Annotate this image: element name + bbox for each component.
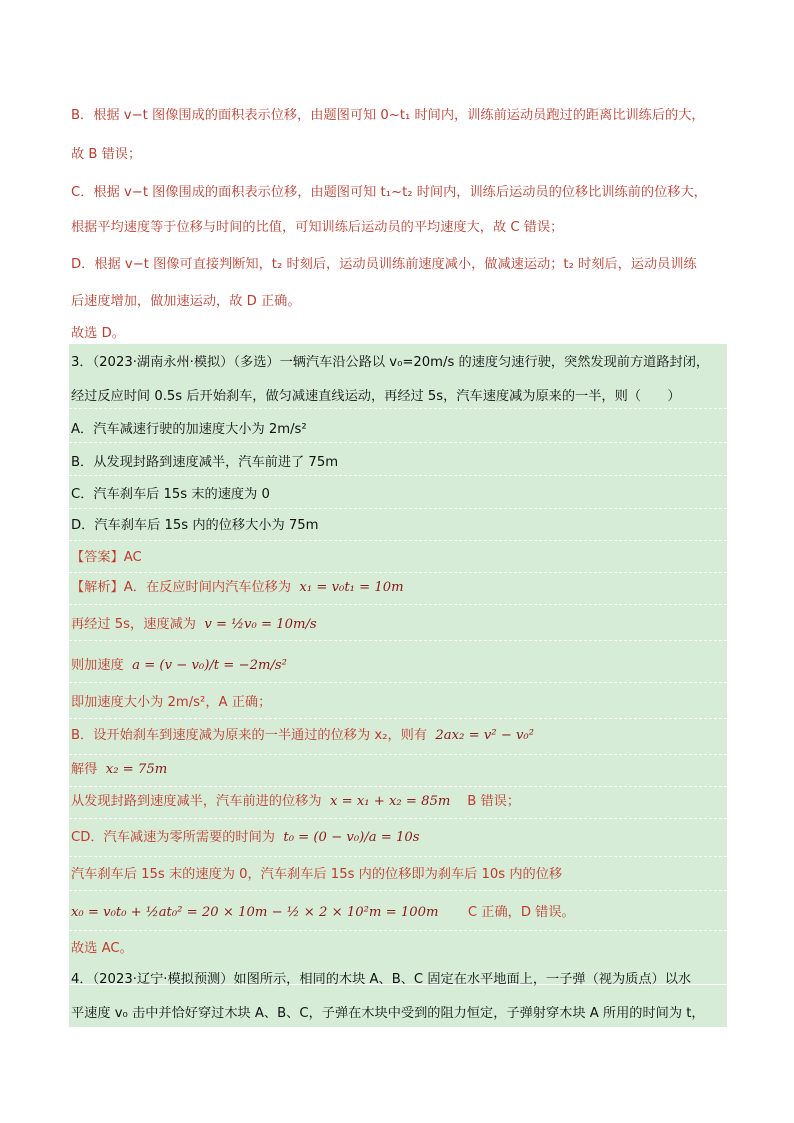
analysis-tail: C 正确，D 错误。 [467, 905, 575, 920]
analysis-text: 汽车刹车后 15s 末的速度为 0，汽车刹车后 15s 内的位移即为刹车后 10s 内的位移 [71, 867, 563, 882]
divider [69, 718, 727, 719]
analysis-equation: x₁ = v₀t₁ = 10m [299, 580, 404, 595]
question-3-stem-line-1: 3．（2023·湖南永州·模拟）（多选）一辆汽车沿公路以 v₀=20m/s 的速度匀速行驶，突然发现前方道路封闭， [71, 355, 710, 370]
divider [69, 682, 727, 683]
question-3-option-d: D．汽车刹车后 15s 内的位移大小为 75m [71, 518, 319, 533]
analysis-line [71, 762, 726, 778]
question-4-stem-line-1: 4．（2023·辽宁·模拟预测）如图所示，相同的木块 A、B、C 固定在水平地面上，一子弹（视为质点）以水 [71, 972, 692, 987]
option-b-explanation-line-1: B．根据 v−t 图像围成的面积表示位移，由题图可知 0~t₁ 时间内，训练前运动员跑过的距离比训练后的大， [71, 108, 705, 123]
analysis-text: 则加速度 [71, 658, 124, 673]
option-d-explanation-line-1: D．根据 v−t 图像可直接判断知，t₂ 时刻后，运动员训练前速度减小，做减速运动；t₂ 时刻后，运动员训练 [71, 257, 697, 272]
analysis-line [71, 695, 726, 711]
analysis-text: 即加速度大小为 2m/s²，A 正确； [71, 695, 272, 710]
analysis-equation: x = x₁ + x₂ = 85m [329, 794, 451, 809]
analysis-line [71, 830, 726, 846]
analysis-line [71, 794, 726, 810]
analysis-equation: t₀ = (0 − v₀)/a = 10s [283, 830, 420, 845]
analysis-equation: x₀ = v₀t₀ + ½at₀² = 20 × 10m − ½ × 2 × 10²m = 100m [71, 905, 439, 920]
analysis-text: B．设开始刹车到速度减为原来的一半通过的位移为 x₂，则有 [71, 728, 428, 743]
divider [69, 818, 727, 819]
option-d-explanation-line-2: 后速度增加，做加速运动，故 D 正确。 [71, 294, 301, 309]
divider [69, 540, 727, 541]
divider [69, 754, 727, 755]
question-3-option-b: B．从发现封路到速度减半，汽车前进了 75m [71, 455, 339, 470]
analysis-line [71, 728, 726, 744]
analysis-tail: B 错误； [467, 794, 521, 809]
divider [69, 640, 727, 641]
analysis-text: 解得 [71, 762, 98, 777]
divider [69, 604, 727, 605]
analysis-equation: a = (v − v₀)/t = −2m/s² [132, 658, 287, 673]
question-3-stem-line-2: 经过反应时间 0.5s 后开始刹车，做匀减速直线运动，再经过 5s，汽车速度减为原来的一半，则（ ） [71, 389, 681, 404]
analysis-line [71, 580, 726, 596]
divider [69, 572, 727, 573]
divider [69, 475, 727, 476]
analysis-text: CD．汽车减速为零所需要的时间为 [71, 830, 275, 845]
divider [69, 408, 727, 409]
divider [69, 786, 727, 787]
question-3-choice: 故选 AC。 [71, 941, 133, 956]
question-3-answer: 【答案】AC [71, 550, 142, 565]
analysis-text: 【解析】A．在反应时间内汽车位移为 [71, 580, 292, 595]
analysis-line [71, 658, 726, 674]
conclusion-choice: 故选 D。 [71, 326, 125, 341]
analysis-line [71, 617, 726, 633]
analysis-equation: v = ½v₀ = 10m/s [204, 617, 317, 632]
option-c-explanation-line-1: C．根据 v−t 图像围成的面积表示位移，由题图可知 t₁~t₂ 时间内，训练后运动员的位移比训练前的位移大， [71, 185, 707, 200]
divider [69, 508, 727, 509]
divider [69, 930, 727, 931]
option-c-explanation-line-2: 根据平均速度等于位移与时间的比值，可知训练后运动员的平均速度大，故 C 错误； [71, 220, 564, 235]
question-3-option-a: A．汽车减速行驶的加速度大小为 2m/s² [71, 422, 307, 437]
analysis-equation: x₂ = 75m [105, 762, 168, 777]
analysis-line [71, 905, 726, 921]
analysis-equation: 2ax₂ = v² − v₀² [435, 728, 535, 743]
option-b-explanation-line-2: 故 B 错误； [71, 147, 142, 162]
analysis-text: 再经过 5s，速度减为 [71, 617, 196, 632]
divider [69, 856, 727, 857]
divider [69, 442, 727, 443]
analysis-text: 从发现封路到速度减半，汽车前进的位移为 [71, 794, 322, 809]
question-3-option-c: C．汽车刹车后 15s 末的速度为 0 [71, 487, 270, 502]
question-4-stem-line-2: 平速度 v₀ 击中并恰好穿过木块 A、B、C，子弹在木块中受到的阻力恒定，子弹射穿木块 A 所用的时间为 t， [71, 1006, 705, 1021]
analysis-line [71, 867, 726, 883]
divider [69, 890, 727, 891]
